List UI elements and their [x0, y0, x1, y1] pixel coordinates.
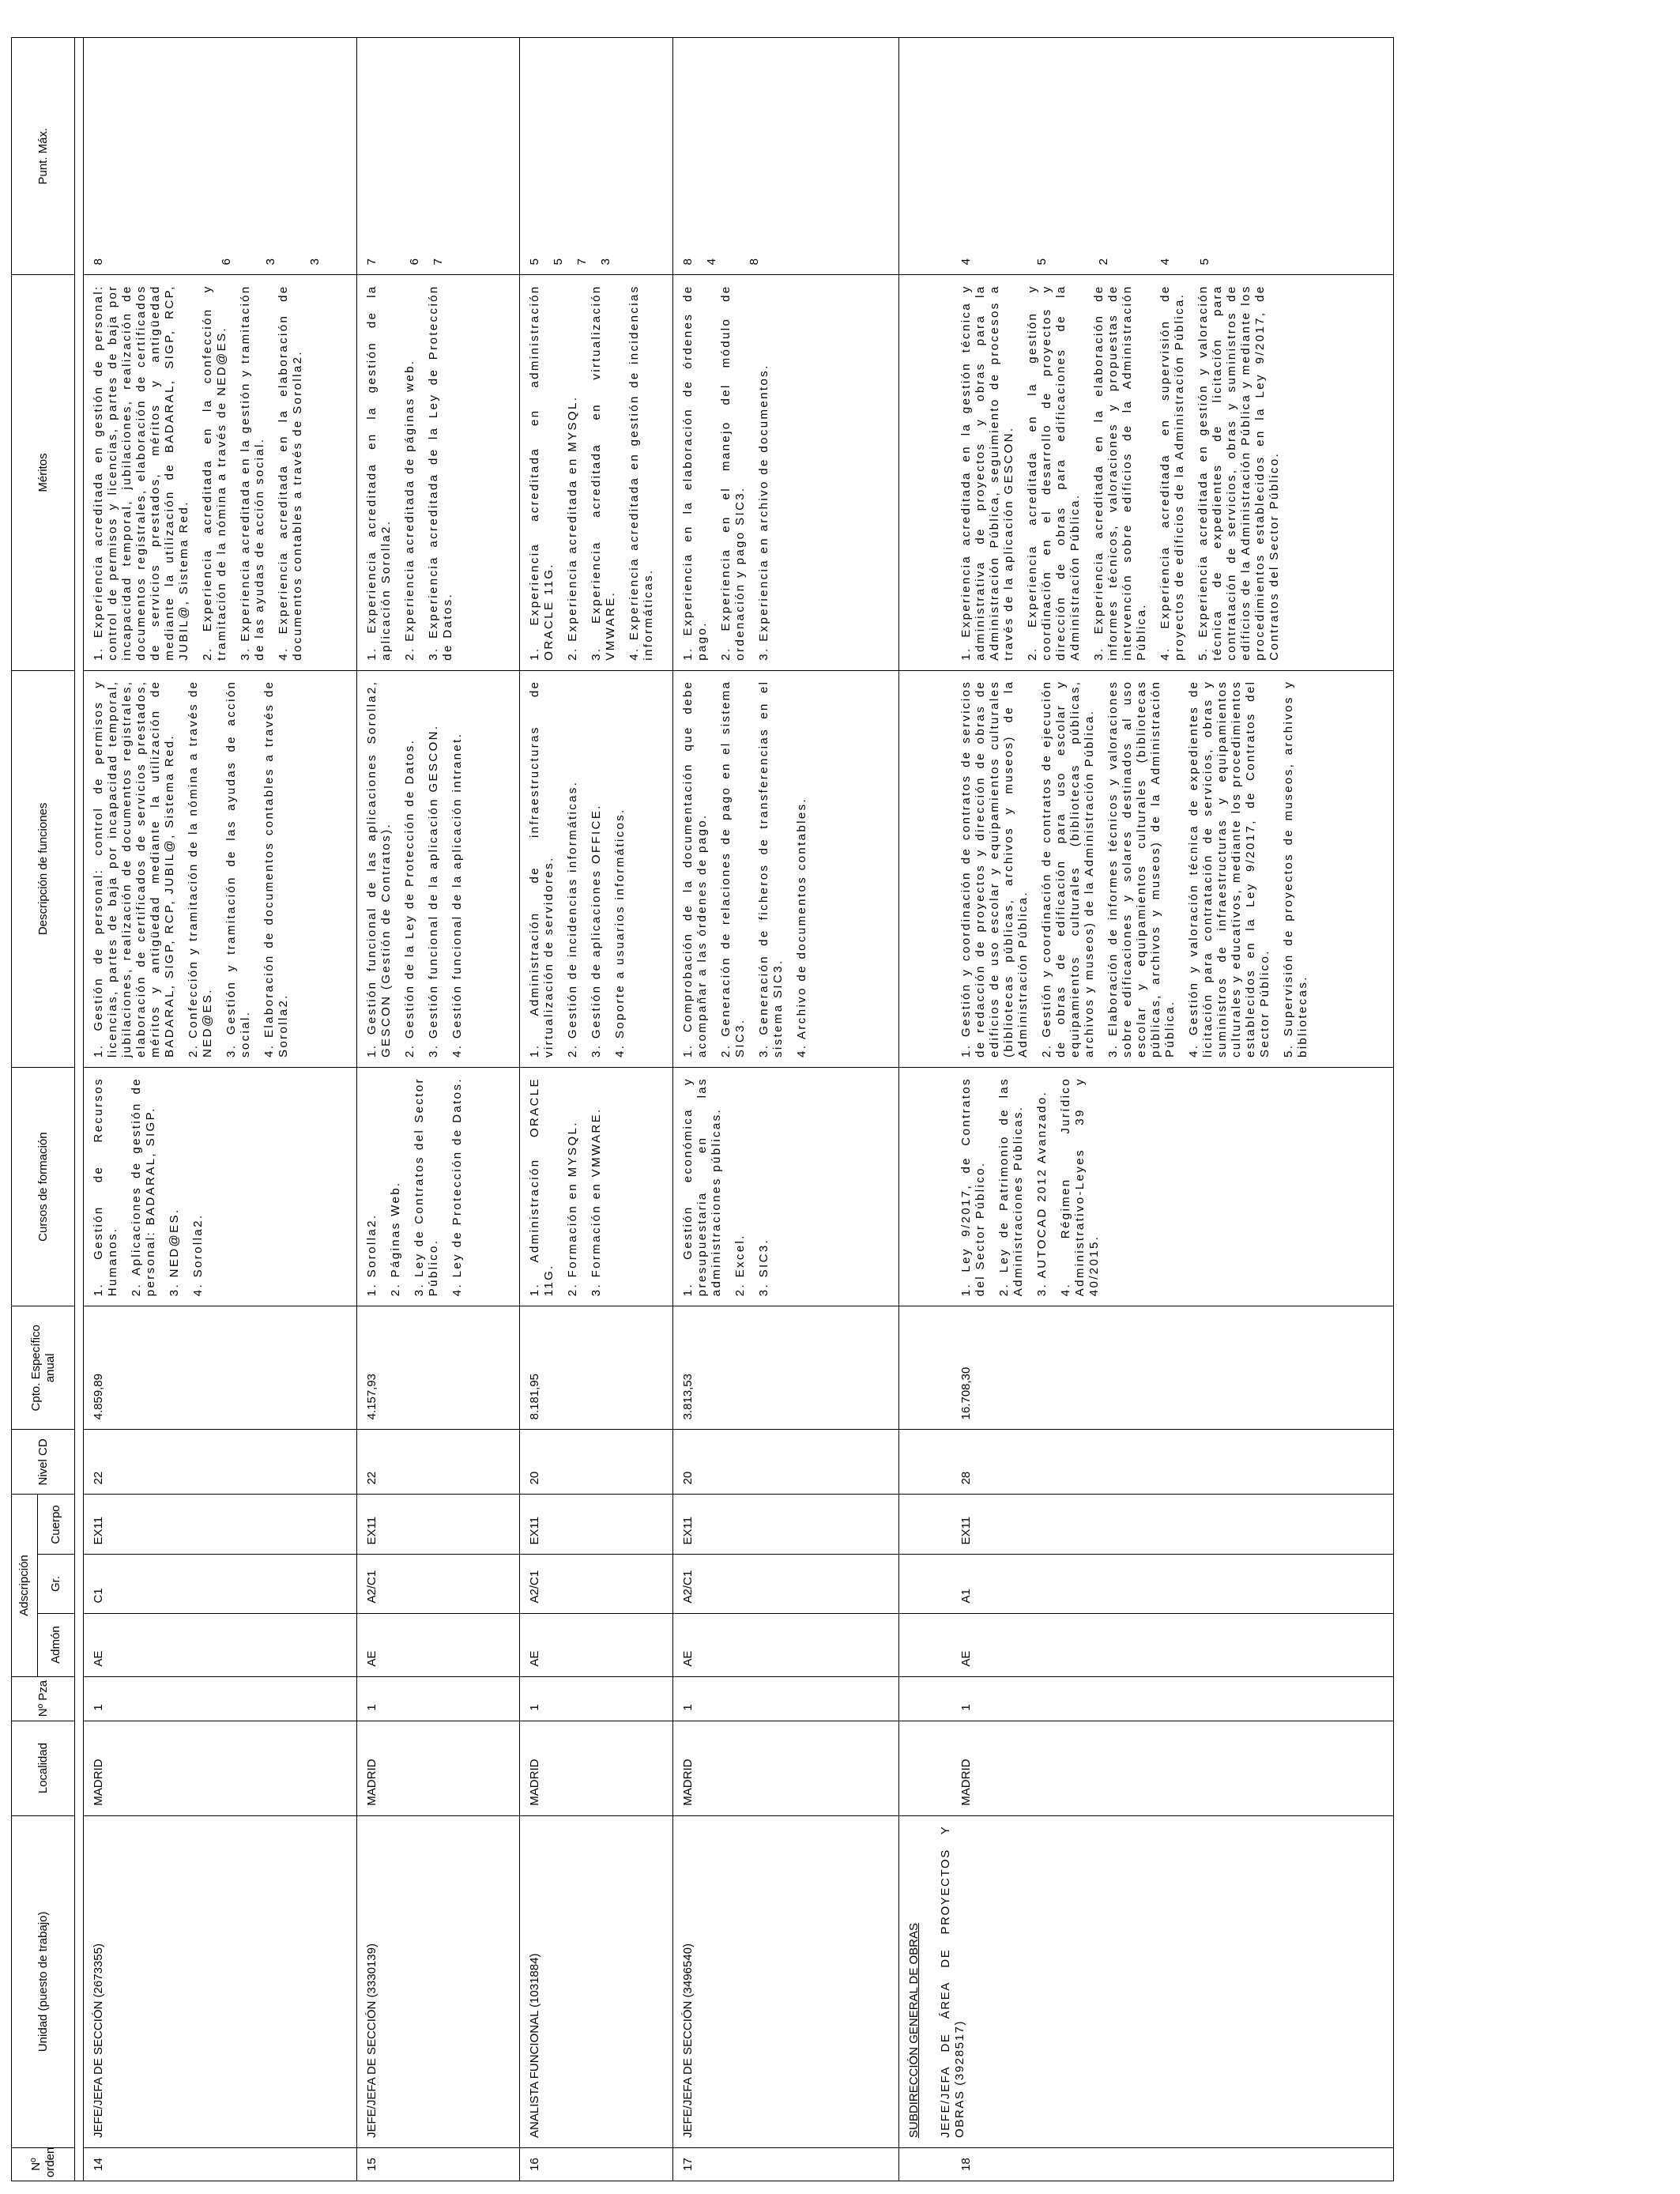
row-plazas: 1 [520, 1676, 673, 1721]
row-cuerpo: EX11 [520, 1495, 673, 1555]
merito-item: 3. Experiencia acreditada en virtualización VMWARE. [590, 285, 617, 661]
funcion-item: 3. Generación de ficheros de transferencias en el sistema SIC3. [757, 680, 785, 1058]
merito-item: 2. Experiencia acreditada en la confección y tramitación de la nómina a través de NED@ES. [201, 285, 228, 661]
puntuacion-value: 4 [705, 258, 718, 266]
header-admon: Admón [38, 1613, 75, 1676]
row-plazas: 1 [84, 1676, 357, 1721]
row-orden: 16 [520, 2147, 673, 2181]
curso-item: 1. Administración ORACLE 11G. [528, 1077, 556, 1297]
row-orden: 18 [899, 2147, 1394, 2181]
funcion-item: 1. Administración de infraestructuras de virtualización de servidores. [528, 680, 556, 1058]
header-puntuacion: Punt. Máx. [12, 38, 75, 275]
row-spacer [75, 38, 84, 2181]
funcion-item: 1. Gestión y coordinación de contratos de servicios de redacción de proyectos y dirección de obras de edificios de uso escolar y equipamientos culturales (bibliotecas públicas, archivos y museos) de la Administración Pública. [959, 680, 1030, 1058]
merito-item: 3. Experiencia acreditada de la Ley de Protección de Datos. [427, 285, 454, 661]
row-orden: 17 [673, 2147, 899, 2181]
curso-item: 1. Ley 9/2017, de Contratos del Sector Público. [959, 1077, 987, 1297]
row-localidad: MADRID [899, 1721, 1394, 1815]
row-complemento: 3.813,53 [673, 1306, 899, 1430]
curso-item: 1. Gestión de Recursos Humanos. [92, 1077, 119, 1297]
funcion-item: 4. Elaboración de documentos contables a través de Sorolla2. [262, 680, 290, 1058]
row-unidad-cell [899, 1815, 1394, 2147]
funcion-item: 3. Elaboración de informes técnicos y valoraciones sobre edificaciones y solares destinados al uso escolar y equipamientos culturales (bibliotecas públicas, archivos y museos) de la Administración Pública. [1106, 680, 1177, 1058]
header-plazas: Nº Pza [12, 1676, 75, 1721]
row-plazas: 1 [673, 1676, 899, 1721]
funcion-item: 3. Gestión de aplicaciones OFFICE. [590, 804, 603, 1058]
header-localidad: Localidad [12, 1721, 75, 1815]
puntuacion-value: 5 [1198, 258, 1211, 266]
curso-item: 3. AUTOCAD 2012 Avanzado. [1035, 1090, 1049, 1297]
funcion-item: 4. Gestión y valoración técnica de expedientes de licitación para contratación de servicios, obras y suministros de infraestructuras y equipamientos culturales y educativos, mediante los procedimientos establecidos en la Ley 9/2017, de Contratos del Sector Público. [1187, 680, 1271, 1058]
merito-item: 2. Experiencia acreditada de páginas web. [403, 359, 416, 661]
funcion-item: 2. Gestión de la Ley de Protección de Datos. [403, 738, 416, 1058]
puntuacion-value: 7 [365, 258, 379, 266]
row-grupo: A2/C1 [357, 1555, 520, 1613]
row-orden: 15 [357, 2147, 520, 2181]
curso-item: 3. SIC3. [757, 1238, 770, 1297]
row-cuerpo: EX11 [899, 1495, 1394, 1555]
funcion-item: 5. Supervisión de proyectos de museos, archivos y bibliotecas. [1282, 680, 1309, 1058]
header-orden: Nº orden [12, 2147, 75, 2181]
merito-item: 2. Experiencia en el manejo del módulo de ordenación y pago SIC3. [719, 285, 747, 661]
puntuacion-value: 2 [1097, 258, 1110, 266]
merito-item: 1. Experiencia en la elaboración de órdenes de pago. [681, 285, 709, 661]
curso-item: 3. Formación en VMWARE. [590, 1107, 603, 1297]
curso-item: 4. Ley de Protección de Datos. [450, 1077, 464, 1297]
puntuacion-value: 3 [264, 258, 277, 266]
row-localidad: MADRID [357, 1721, 520, 1815]
row-nivel: 28 [899, 1430, 1394, 1495]
row-meritos [899, 275, 1394, 670]
puntuacion-value: 5 [1035, 258, 1049, 266]
merito-item: 4. Experiencia acreditada en supervisión de proyectos de edificios de la Administración Pública. [1158, 285, 1186, 661]
row-orden: 14 [84, 2147, 357, 2181]
table-row [520, 38, 673, 2181]
row-grupo: C1 [84, 1555, 357, 1613]
header-adscripcion: Adscripción [12, 1495, 38, 1676]
funcion-item: 2. Generación de relaciones de pago en el sistema SIC3. [719, 680, 747, 1058]
curso-item: 2. Ley de Patrimonio de las Administraciones Públicas. [997, 1077, 1025, 1297]
row-puntuacion [357, 38, 520, 275]
puntuacion-value: 8 [92, 258, 105, 266]
puntuacion-value: 7 [575, 258, 589, 266]
curso-item: 2. Formación en MYSQL. [566, 1121, 579, 1297]
puntuacion-value: 8 [748, 258, 761, 266]
row-grupo: A2/C1 [520, 1555, 673, 1613]
row-meritos [84, 275, 357, 670]
row-nivel: 22 [84, 1430, 357, 1495]
header-cursos: Cursos de formación [12, 1068, 75, 1306]
row-funciones [84, 670, 357, 1067]
row-localidad: MADRID [673, 1721, 899, 1815]
funcion-item: 2. Confección y tramitación de la nómina a través de NED@ES. [186, 680, 214, 1058]
header-row [12, 38, 38, 2181]
row-cursos [673, 1068, 899, 1306]
puntuacion-value: 4 [1158, 258, 1172, 266]
merito-item: 1. Experiencia acreditada en gestión de personal: control de permisos y licencias, partes de baja por incapacidad temporal, jubilaciones, realización de documentos registrales, elaboración de certificados de servicios prestados, méritos y antigüedad mediante la utilización de BADARAL, SIGP, RCP, JUBIL@, Sistema Red. [92, 285, 190, 661]
curso-item: 1. Gestión económica y presupuestaria en las administraciones públicas. [681, 1077, 723, 1297]
row-meritos [520, 275, 673, 670]
row-unidad: JEFE/JEFA DE SECCIÓN (3330139) [357, 1815, 520, 2147]
row-localidad: MADRID [84, 1721, 357, 1815]
row-funciones [673, 670, 899, 1067]
row-grupo: A1 [899, 1555, 1394, 1613]
merito-item: 1. Experiencia acreditada en administración ORACLE 11G. [528, 285, 556, 661]
curso-item: 2. Aplicaciones de gestión de personal: BADARAL, SIGP. [130, 1077, 157, 1297]
row-complemento: 4.859,89 [84, 1306, 357, 1430]
row-funciones [899, 670, 1394, 1067]
row-unidad: ANALISTA FUNCIONAL (1031884) [520, 1815, 673, 2147]
row-admon: AE [673, 1613, 899, 1676]
table-row [673, 38, 899, 2181]
header-unidad: Unidad (puesto de trabajo) [12, 1815, 75, 2147]
funcion-item: 4. Archivo de documentos contables. [795, 797, 808, 1058]
row-unidad: JEFE/JEFA DE SECCIÓN (3496540) [673, 1815, 899, 2147]
curso-item: 4. Régimen Jurídico Administrativo-Leyes 39 y 40/2015. [1059, 1077, 1101, 1297]
row-grupo: A2/C1 [673, 1555, 899, 1613]
funcion-item: 3. Gestión y tramitación de las ayudas de acción social. [224, 680, 252, 1058]
row-cursos [899, 1068, 1394, 1306]
row-meritos [673, 275, 899, 670]
row-puntuacion [84, 38, 357, 275]
curso-item: 3. Ley de Contratos del Sector Público. [412, 1077, 440, 1297]
puntuacion-value: 6 [220, 258, 233, 266]
header-nivel: Nivel CD [12, 1430, 75, 1495]
row-admon: AE [899, 1613, 1394, 1676]
puntuacion-value: 3 [599, 258, 612, 266]
table-row [899, 38, 1394, 2181]
funcion-item: 2. Gestión y coordinación de contratos de ejecución de obras de edificación para uso escolar y equipamientos culturales (bibliotecas públicas, archivos y museos) de la Administración Pública. [1040, 680, 1096, 1058]
curso-item: 2. Páginas Web. [389, 1181, 402, 1297]
merito-item: 3. Experiencia acreditada en la elaboración de informes técnicos, valoraciones y propuestas de intervención sobre edificios de la Administración Pública. [1092, 285, 1148, 661]
funcion-item: 2. Gestión de incidencias informáticas. [566, 780, 579, 1058]
header-meritos: Méritos [12, 275, 75, 670]
row-plazas: 1 [899, 1676, 1394, 1721]
merito-item: 1. Experiencia acreditada en la gestión de la aplicación Sorolla2. [365, 285, 393, 661]
puntuacion-value: 6 [408, 258, 421, 266]
merito-item: 4. Experiencia acreditada en gestión de incidencias informáticas. [627, 285, 655, 661]
row-cuerpo: EX11 [673, 1495, 899, 1555]
row-localidad: MADRID [520, 1721, 673, 1815]
puntuacion-value: 4 [959, 258, 973, 266]
row-complemento: 16.708,30 [899, 1306, 1394, 1430]
header-funciones: Descripción de funciones [12, 670, 75, 1067]
row-admon: AE [357, 1613, 520, 1676]
header-grupo: Gr. [38, 1555, 75, 1613]
table-row [357, 38, 520, 2181]
row-puntuacion [520, 38, 673, 275]
row-complemento: 8.181,95 [520, 1306, 673, 1430]
row-funciones [520, 670, 673, 1067]
row-cuerpo: EX11 [84, 1495, 357, 1555]
row-puntuacion [673, 38, 899, 275]
merito-item: 4. Experiencia acreditada en la elaboración de documentos contables a través de Sorolla2. [277, 285, 304, 661]
row-cursos [84, 1068, 357, 1306]
row-cursos [520, 1068, 673, 1306]
merito-item: 5. Experiencia acreditada en gestión y valoración técnica de expedientes de licitación para contratación de servicios, obras y suministros de edificios de la Administración Pública y mediante los procedimientos establecidos en la Ley 9/2017, de Contratos del Sector Público. [1196, 285, 1281, 661]
row-meritos [357, 275, 520, 670]
row-unidad: JEFE/JEFA DE ÁREA DE PROYECTOS Y OBRAS (3928517) [939, 1825, 966, 2138]
puntuacion-value: 5 [528, 258, 541, 266]
subunit-title: SUBDIRECCIÓN GENERAL DE OBRAS [907, 1922, 921, 2138]
curso-item: 4. Sorolla2. [191, 1213, 205, 1297]
merito-item: 3. Experiencia acreditada en la gestión y tramitación de las ayudas de acción social. [239, 285, 266, 661]
puntuacion-value: 7 [431, 258, 445, 266]
header-complemento: Cpto. Específico anual [12, 1306, 75, 1430]
funcion-item: 4. Soporte a usuarios informáticos. [613, 808, 627, 1058]
curso-item: 2. Excel. [733, 1234, 747, 1297]
row-plazas: 1 [357, 1676, 520, 1721]
funcion-item: 1. Gestión de personal: control de permisos y licencias, partes de baja por incapacidad temporal, jubilaciones, realización de documentos registrales, elaboración de certificados de servicios prestados, méritos y antigüedad mediante la utilización de BADARAL, SIGP, RCP, JUBIL@, Sistema Red. [92, 680, 176, 1058]
row-cuerpo: EX11 [357, 1495, 520, 1555]
row-complemento: 4.157,93 [357, 1306, 520, 1430]
row-nivel: 20 [673, 1430, 899, 1495]
row-unidad: JEFE/JEFA DE SECCIÓN (2673355) [84, 1815, 357, 2147]
puntuacion-value: 5 [552, 258, 565, 266]
merito-item: 2. Experiencia acreditada en MYSQL. [566, 395, 579, 661]
row-nivel: 20 [520, 1430, 673, 1495]
funcion-item: 3. Gestión funcional de la aplicación GESCON. [427, 724, 440, 1058]
row-puntuacion [899, 38, 1394, 275]
funcion-item: 1. Comprobación de la documentación que debe acompañar a las órdenes de pago. [681, 680, 709, 1058]
job-positions-table [11, 37, 1394, 2181]
table-row [84, 38, 357, 2181]
row-admon: AE [84, 1613, 357, 1676]
merito-item: 3. Experiencia en archivo de documentos. [757, 364, 770, 661]
curso-item: 3. NED@ES. [168, 1208, 181, 1297]
funcion-item: 1. Gestión funcional de las aplicaciones Sorolla2, GESCON (Gestión de Contratos). [365, 680, 393, 1058]
header-cuerpo: Cuerpo [38, 1495, 75, 1555]
merito-item: 2. Experiencia acreditada en la gestión y coordinación en el desarrollo de proyectos y dirección de obras para edificaciones de la Administración Pública. [1026, 285, 1082, 661]
puntuacion-value: 3 [308, 258, 322, 266]
funcion-item: 4. Gestión funcional de la aplicación intranet. [450, 732, 464, 1058]
row-funciones [357, 670, 520, 1067]
curso-item: 1. Sorolla2. [365, 1213, 379, 1297]
row-cursos [357, 1068, 520, 1306]
row-admon: AE [520, 1613, 673, 1676]
puntuacion-value: 8 [681, 258, 695, 266]
merito-item: 1. Experiencia acreditada en la gestión técnica y administrativa de proyectos y obras para la Administración Pública, seguimiento de procesos a través de la aplicación GESCON. [959, 285, 1015, 661]
row-nivel: 22 [357, 1430, 520, 1495]
